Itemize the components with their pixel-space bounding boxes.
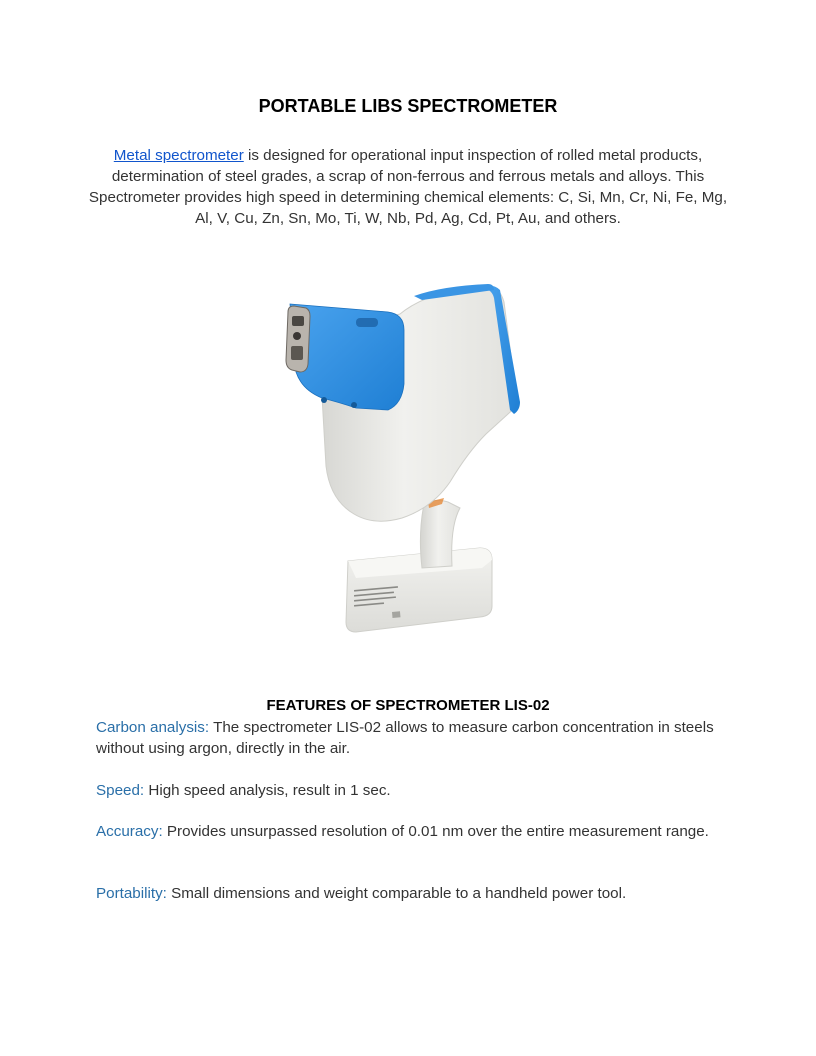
feature-label: Carbon analysis: [96,719,210,736]
feature-label: Portability: [96,885,167,902]
metal-spectrometer-link[interactable]: Metal spectrometer [113,147,244,164]
feature-label: Accuracy: [96,823,163,840]
feature-text: High speed analysis, result in 1 sec. [144,782,391,799]
feature-text: Provides unsurpassed resolution of 0.01 nm over the entire measurement range. [162,823,709,840]
page-title: PORTABLE LIBS SPECTROMETER [258,96,558,116]
feature-label: Speed: [96,782,145,799]
spectrometer-product-image [272,276,536,656]
feature-accuracy [96,821,720,842]
feature-portability [96,883,720,904]
feature-text: Small dimensions and weight comparable to a handheld power tool. [166,885,627,902]
intro-paragraph [88,145,728,229]
feature-speed [96,780,720,801]
intro-text: is designed for operational input inspection of rolled metal products, determination of steel grades, a scrap of non-ferrous and ferrous metals and alloys. This Spectrometer provides high speed in determining chemical elements: C, Si, Mn, Cr, Ni, Fe, Mg, Al, V, Cu, Zn, Sn, Mo, Ti, W, Nb, Pd, Ag, Cd, Pt, Au, and others. [88,147,728,227]
feature-text: The spectrometer LIS-02 allows to measure carbon concentration in steels without using argon, directly in the air. [96,719,714,757]
feature-carbon-analysis [96,717,720,759]
features-heading: FEATURES OF SPECTROMETER LIS-02 [266,697,550,714]
